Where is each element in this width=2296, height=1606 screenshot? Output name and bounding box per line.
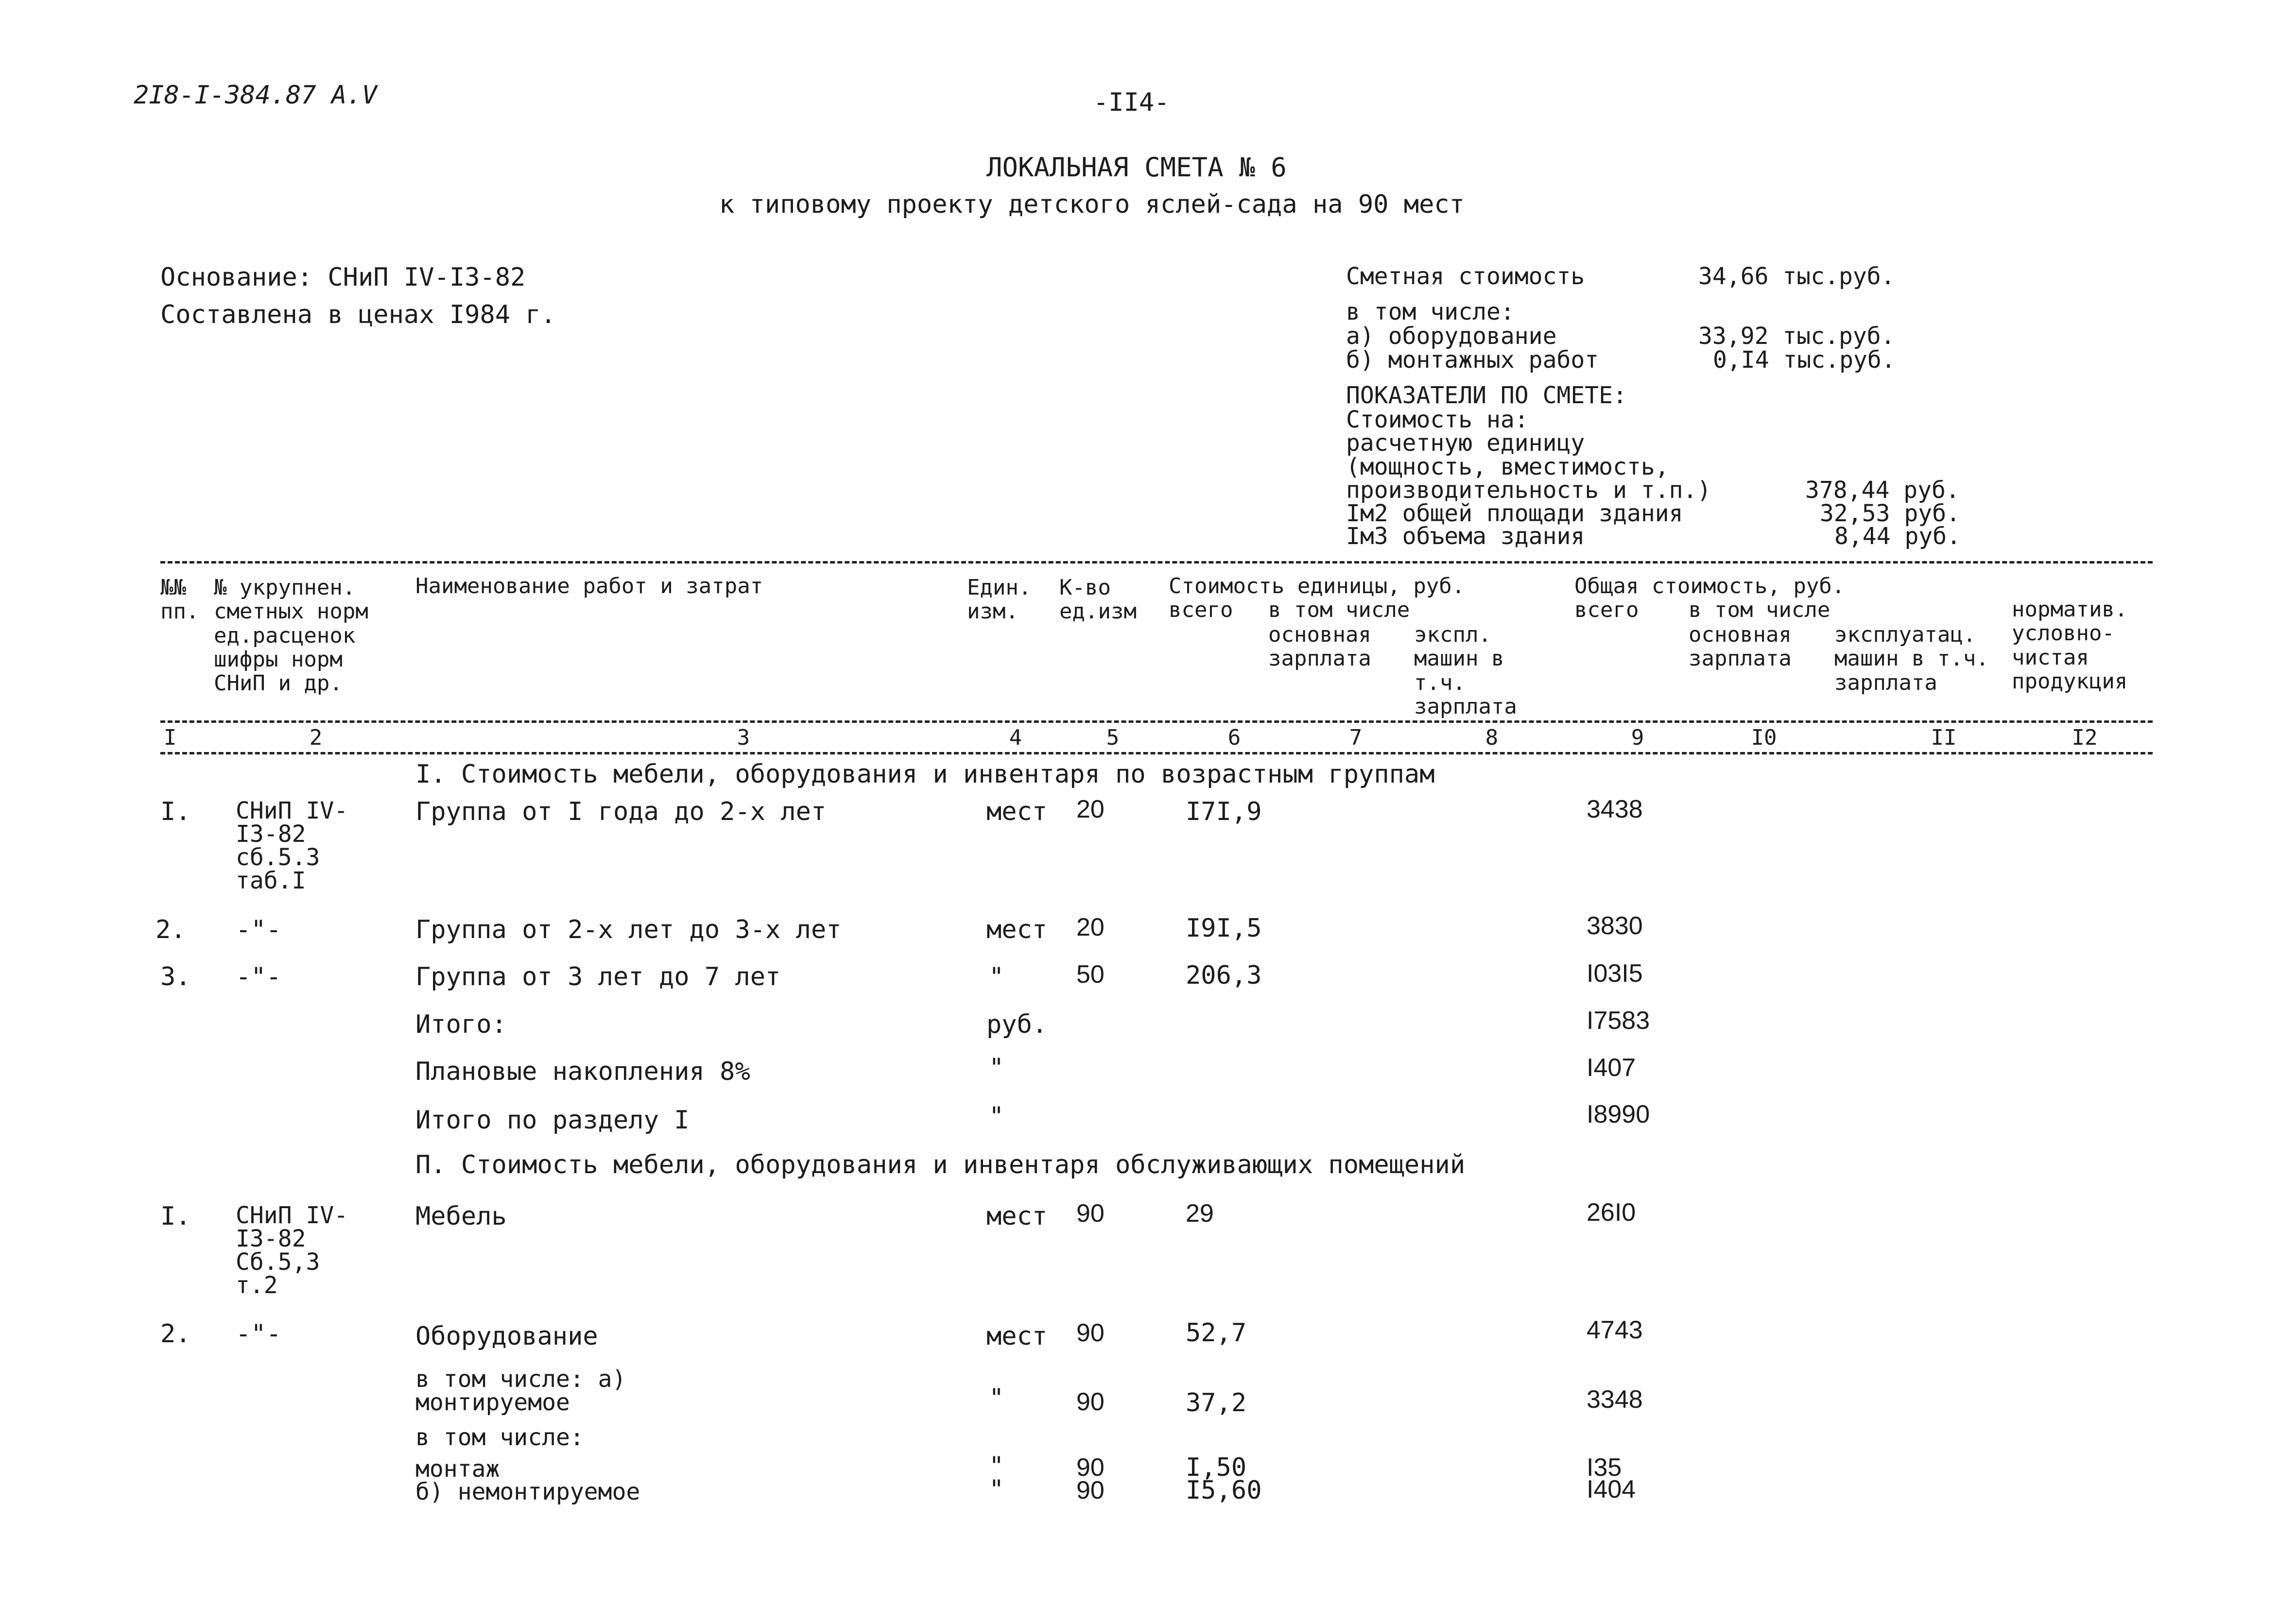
col-number: I0 — [1751, 725, 1777, 750]
row-name: Плановые накопления 8% — [415, 1057, 750, 1086]
col-number: I — [163, 725, 177, 750]
col-number: I2 — [2072, 725, 2098, 750]
row-qty: 20 — [1076, 913, 1105, 941]
row-unit: " — [989, 1053, 1004, 1082]
installation-value: 0,I4 тыс.руб. — [1713, 346, 1896, 374]
header-incl-2: в том числе — [1689, 598, 1830, 622]
header-col-8: экспл. машин в т.ч. зарплата — [1414, 622, 1517, 719]
volume-value: 8,44 руб. — [1834, 523, 1961, 550]
row-price: I7I,9 — [1186, 797, 1262, 826]
row-unit: мест — [986, 915, 1048, 944]
section-heading: П. Стоимость мебели, оборудования и инвентаря обслуживающих помещений — [415, 1150, 1466, 1179]
row-code: -"- — [236, 962, 281, 991]
volume-label: Iм3 объема здания — [1346, 523, 1585, 550]
equipment-label: а) оборудование — [1346, 323, 1557, 350]
row-name: в том числе: — [415, 1424, 584, 1451]
col-number: 5 — [1106, 725, 1120, 750]
document-subtitle: к типовому проекту детского яслей-сада на 90 мест — [719, 190, 1465, 219]
basis-line-1: Основание: СНиП IV-I3-82 — [160, 263, 526, 292]
unit-value: 378,44 руб. — [1805, 477, 1960, 504]
document-title: ЛОКАЛЬНАЯ СМЕТА № 6 — [986, 152, 1287, 183]
row-unit: " — [989, 1384, 1004, 1413]
estimated-cost-value: 34,66 тыс.руб. — [1698, 263, 1895, 290]
row-name: Итого: — [415, 1010, 507, 1039]
header-col-12: норматив. условно-чистая продукция — [2012, 597, 2128, 694]
installation-label: б) монтажных работ — [1346, 346, 1599, 374]
header-unit-cost-group: Стоимость единицы, руб. — [1169, 574, 1465, 598]
row-unit: " — [989, 1102, 1004, 1131]
row-price: 52,7 — [1186, 1318, 1247, 1348]
row-name: Оборудование — [415, 1322, 598, 1351]
row-total: I03I5 — [1587, 959, 1643, 988]
row-name: монтаж — [415, 1455, 500, 1483]
header-col-6: всего — [1169, 598, 1233, 622]
row-total: I7583 — [1587, 1007, 1650, 1035]
page-number: -II4- — [1093, 88, 1170, 117]
row-number: I. — [160, 1202, 191, 1231]
row-code: -"- — [236, 1319, 281, 1349]
row-name: б) немонтируемое — [415, 1478, 640, 1505]
row-name: Группа от 2-х лет до 3-х лет — [415, 915, 842, 944]
col-number: 6 — [1227, 725, 1241, 750]
row-unit: мест — [986, 797, 1048, 826]
header-col-5: К-во ед.изм — [1059, 575, 1137, 624]
row-price: 37,2 — [1186, 1388, 1247, 1418]
indicators-title: ПОКАЗАТЕЛИ ПО СМЕТЕ: — [1346, 382, 1627, 409]
row-price: 206,3 — [1186, 961, 1262, 990]
header-incl-1: в том числе — [1268, 598, 1410, 622]
row-number: 2. — [160, 1319, 191, 1349]
row-unit: " — [989, 962, 1004, 991]
row-code: -"- — [236, 915, 281, 944]
row-unit: " — [989, 1475, 1004, 1504]
area-label: Iм2 общей площади здания — [1346, 500, 1683, 527]
column-numbers-rule — [160, 752, 2153, 754]
equipment-value: 33,92 тыс.руб. — [1698, 323, 1895, 350]
estimated-cost-label: Сметная стоимость — [1346, 263, 1585, 290]
header-col-10: основная зарплата — [1689, 622, 1792, 671]
row-code: СНиП IV-I3-82 сб.5.3 таб.I — [236, 797, 348, 894]
header-col-3: Наименование работ и затрат — [415, 574, 763, 598]
col-number: 7 — [1349, 725, 1363, 750]
col-number: 4 — [1009, 725, 1022, 750]
row-name: Группа от 3 лет до 7 лет — [415, 962, 781, 991]
row-price: I9I,5 — [1186, 914, 1262, 943]
row-price: I,50 — [1186, 1453, 1247, 1482]
header-col-2: № укрупнен. сметных норм ед.расценок шифры норм СНиП и др. — [214, 575, 368, 696]
row-price: 29 — [1186, 1199, 1214, 1228]
row-name: Итого по разделу I — [415, 1106, 690, 1135]
col-number: 9 — [1631, 725, 1644, 750]
row-price: I5,60 — [1186, 1476, 1262, 1505]
row-qty: 90 — [1076, 1199, 1105, 1228]
row-unit: мест — [986, 1202, 1048, 1231]
unit-line-2: (мощность, вместимость, — [1346, 453, 1669, 480]
row-number: I. — [160, 797, 191, 826]
section-heading: I. Стоимость мебели, оборудования и инвентаря по возрастным группам — [415, 760, 1435, 789]
incl-label: в том числе: — [1346, 298, 1515, 325]
row-qty: 50 — [1076, 960, 1105, 989]
header-col-7: основная зарплата — [1268, 622, 1371, 671]
col-number: 8 — [1485, 725, 1499, 750]
row-name: Группа от I года до 2-х лет — [415, 797, 827, 826]
cost-per-label: Стоимость на: — [1346, 406, 1529, 433]
unit-line-1: расчетную единицу — [1346, 429, 1585, 457]
col-number: II — [1931, 725, 1957, 750]
row-unit: мест — [986, 1322, 1048, 1351]
header-col-9: всего — [1574, 598, 1639, 622]
document-code: 2I8-I-384.87 A.V — [134, 81, 377, 110]
row-unit: " — [989, 1452, 1004, 1481]
col-number: 3 — [737, 725, 750, 750]
row-unit: руб. — [986, 1010, 1048, 1039]
row-qty: 90 — [1076, 1319, 1105, 1347]
row-total: I35 — [1587, 1453, 1622, 1482]
row-total: 3830 — [1587, 912, 1643, 940]
row-code: СНиП IV-I3-82 Сб.5,3 т.2 — [236, 1202, 348, 1299]
row-total: I8990 — [1587, 1100, 1650, 1128]
row-total: 26I0 — [1587, 1198, 1636, 1227]
basis-line-2: Составлена в ценах I984 г. — [160, 300, 556, 329]
header-total-cost-group: Общая стоимость, руб. — [1574, 574, 1845, 598]
row-total: 3438 — [1587, 795, 1643, 823]
row-number: 3. — [160, 962, 191, 991]
row-qty: 90 — [1076, 1476, 1105, 1504]
col-number: 2 — [309, 725, 323, 750]
row-total: 3348 — [1587, 1385, 1643, 1414]
table-top-rule — [160, 561, 2153, 564]
header-col-11: эксплуатац. машин в т.ч. зарплата — [1834, 622, 1989, 695]
row-total: 4743 — [1587, 1316, 1643, 1344]
header-col-1: №№ пп. — [160, 575, 199, 624]
row-qty: 90 — [1076, 1388, 1105, 1416]
row-total: I404 — [1587, 1475, 1636, 1503]
unit-line-3: производительность и т.п.) — [1346, 477, 1711, 504]
area-value: 32,53 руб. — [1820, 500, 1960, 527]
row-total: I407 — [1587, 1054, 1636, 1082]
header-col-4: Един. изм. — [967, 575, 1032, 624]
header-bottom-rule — [160, 720, 2153, 723]
row-qty: 20 — [1076, 795, 1105, 823]
row-name: Мебель — [415, 1202, 507, 1231]
row-name: в том числе: а) монтируемое — [415, 1366, 626, 1416]
row-number: 2. — [155, 915, 186, 944]
row-qty: 90 — [1076, 1453, 1105, 1482]
